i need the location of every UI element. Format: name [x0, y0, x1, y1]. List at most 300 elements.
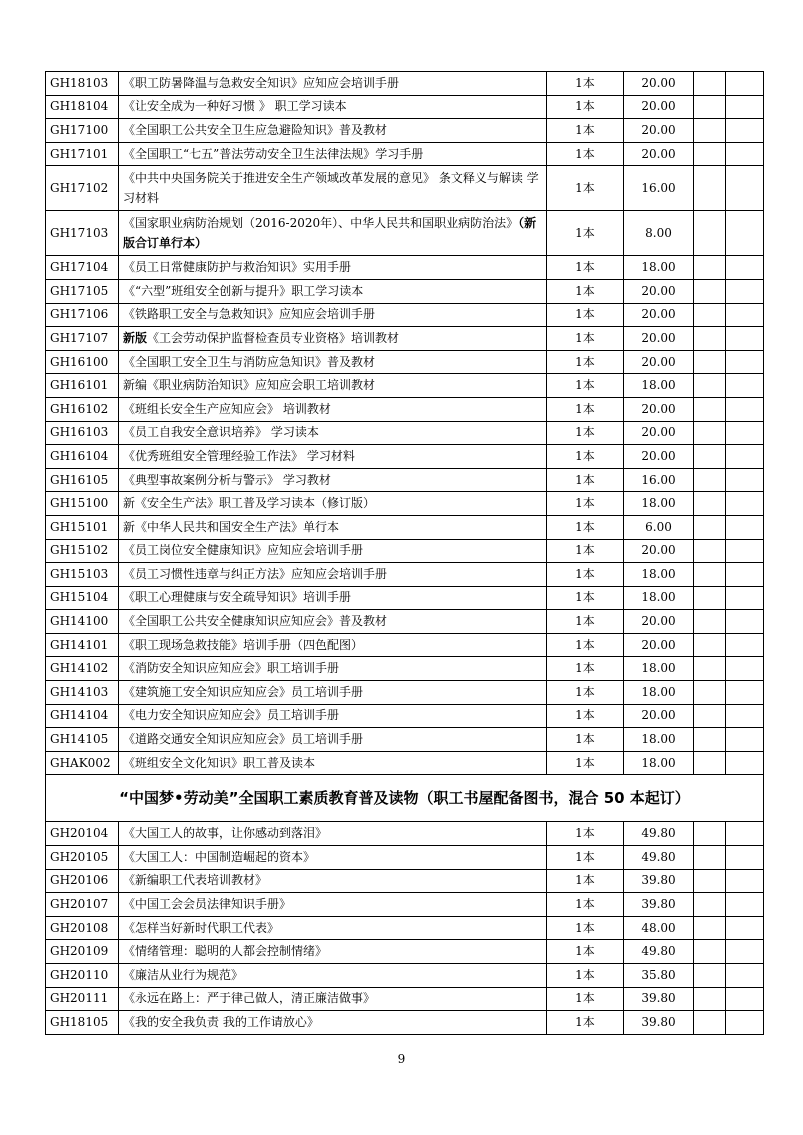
book-quantity: 1本 [547, 397, 624, 421]
book-price: 20.00 [624, 327, 694, 351]
book-code: GH15104 [46, 586, 119, 610]
book-price: 18.00 [624, 751, 694, 775]
note-cell [726, 916, 764, 940]
title-text: 《电力安全知识应知应会》员工培训手册 [123, 708, 340, 723]
note-cell [726, 940, 764, 964]
title-text: 《让安全成为一种好习惯 》 职工学习读本 [123, 99, 347, 114]
table-row [46, 916, 764, 940]
book-price: 20.00 [624, 303, 694, 327]
title-text: 《典型事故案例分析与警示》 学习教材 [123, 472, 331, 487]
order-cell [694, 633, 726, 657]
book-title [119, 445, 547, 469]
title-text: 《我的安全我负责 我的工作请放心》 [123, 1014, 319, 1029]
book-quantity: 1本 [547, 893, 624, 917]
book-quantity: 1本 [547, 822, 624, 846]
book-price: 8.00 [624, 211, 694, 256]
order-cell [694, 142, 726, 166]
title-text: 《新编职工代表培训教材》 [123, 873, 268, 888]
table-row [46, 822, 764, 846]
book-title [119, 893, 547, 917]
order-cell [694, 279, 726, 303]
book-quantity: 1本 [547, 846, 624, 870]
book-price: 48.00 [624, 916, 694, 940]
book-price: 20.00 [624, 119, 694, 143]
table-row [46, 492, 764, 516]
book-title [119, 563, 547, 587]
book-title [119, 987, 547, 1011]
title-text: 《大国工人的故事，让你感动到落泪》 [123, 826, 328, 841]
table-row [46, 211, 764, 256]
note-cell [726, 822, 764, 846]
book-quantity: 1本 [547, 445, 624, 469]
note-cell [726, 987, 764, 1011]
book-price: 20.00 [624, 704, 694, 728]
title-text: 《全国职工“七五”普法劳动安全卫生法律法规》学习手册 [123, 146, 424, 161]
title-text: 《员工日常健康防护与救治知识》实用手册 [123, 260, 352, 275]
note-cell [726, 704, 764, 728]
order-cell [694, 657, 726, 681]
book-title [119, 142, 547, 166]
title-text: 《怎样当好新时代职工代表》 [123, 920, 280, 935]
order-cell [694, 397, 726, 421]
book-price: 49.80 [624, 940, 694, 964]
note-cell [726, 119, 764, 143]
table-row [46, 303, 764, 327]
title-text: 《员工自我安全意识培养》 学习读本 [123, 425, 319, 440]
book-title [119, 421, 547, 445]
table-row [46, 893, 764, 917]
title-text: 《建筑施工安全知识应知应会》员工培训手册 [123, 684, 364, 699]
book-code: GH17100 [46, 119, 119, 143]
order-cell [694, 586, 726, 610]
book-price: 49.80 [624, 822, 694, 846]
order-cell [694, 728, 726, 752]
book-code: GH17107 [46, 327, 119, 351]
book-quantity: 1本 [547, 940, 624, 964]
book-quantity: 1本 [547, 563, 624, 587]
book-code: GH16101 [46, 374, 119, 398]
order-cell [694, 166, 726, 211]
table-row [46, 445, 764, 469]
book-price: 20.00 [624, 95, 694, 119]
table-row [46, 563, 764, 587]
table-row [46, 72, 764, 96]
table-row [46, 374, 764, 398]
book-quantity: 1本 [547, 72, 624, 96]
book-quantity: 1本 [547, 916, 624, 940]
book-code: GH20104 [46, 822, 119, 846]
note-cell [726, 166, 764, 211]
order-cell [694, 1011, 726, 1035]
section-heading-row [46, 775, 764, 822]
book-title [119, 681, 547, 705]
order-cell [694, 563, 726, 587]
book-price: 20.00 [624, 279, 694, 303]
book-code: GH20109 [46, 940, 119, 964]
note-cell [726, 964, 764, 988]
section-heading: “中国梦•劳动美”全国职工素质教育普及读物（职工书屋配备图书，混合 50 本起订） [46, 775, 764, 822]
catalog-rows-quality-education [46, 822, 764, 1034]
book-price: 18.00 [624, 681, 694, 705]
book-price: 35.80 [624, 964, 694, 988]
table-row [46, 539, 764, 563]
title-prefix: 新版 [123, 330, 148, 345]
book-title [119, 869, 547, 893]
book-quantity: 1本 [547, 610, 624, 634]
book-price: 18.00 [624, 657, 694, 681]
book-title [119, 374, 547, 398]
book-quantity: 1本 [547, 119, 624, 143]
book-title [119, 657, 547, 681]
book-code: GH18105 [46, 1011, 119, 1035]
note-cell [726, 350, 764, 374]
table-row [46, 987, 764, 1011]
book-price: 39.80 [624, 1011, 694, 1035]
order-cell [694, 211, 726, 256]
book-price: 20.00 [624, 421, 694, 445]
title-text: 《全国职工公共安全健康知识应知应会》普及教材 [123, 614, 388, 629]
note-cell [726, 492, 764, 516]
book-code: GH20111 [46, 987, 119, 1011]
table-row [46, 279, 764, 303]
book-quantity: 1本 [547, 95, 624, 119]
book-price: 18.00 [624, 563, 694, 587]
book-quantity: 1本 [547, 374, 624, 398]
table-row [46, 846, 764, 870]
book-price: 18.00 [624, 374, 694, 398]
book-quantity: 1本 [547, 964, 624, 988]
note-cell [726, 303, 764, 327]
order-cell [694, 751, 726, 775]
table-row [46, 657, 764, 681]
table-row [46, 119, 764, 143]
table-row [46, 940, 764, 964]
book-code: GH18104 [46, 95, 119, 119]
book-quantity: 1本 [547, 166, 624, 211]
title-suffix: （新版合订单行本） [123, 216, 537, 251]
book-title [119, 119, 547, 143]
book-code: GH15100 [46, 492, 119, 516]
page-number: 9 [397, 1052, 406, 1066]
book-price: 20.00 [624, 539, 694, 563]
title-text: 《道路交通安全知识应知应会》员工培训手册 [123, 732, 364, 747]
book-quantity: 1本 [547, 142, 624, 166]
table-row [46, 704, 764, 728]
table-row [46, 327, 764, 351]
book-quantity: 1本 [547, 728, 624, 752]
book-price: 16.00 [624, 166, 694, 211]
book-quantity: 1本 [547, 303, 624, 327]
book-code: GH15102 [46, 539, 119, 563]
order-cell [694, 846, 726, 870]
title-text: 《情绪管理：聪明的人都会控制情绪》 [123, 944, 328, 959]
book-price: 20.00 [624, 445, 694, 469]
note-cell [726, 397, 764, 421]
title-text: 《员工习惯性违章与纠正方法》应知应会培训手册 [123, 566, 388, 581]
table-row [46, 681, 764, 705]
note-cell [726, 869, 764, 893]
book-code: GH20106 [46, 869, 119, 893]
note-cell [726, 515, 764, 539]
book-price: 20.00 [624, 350, 694, 374]
table-row [46, 397, 764, 421]
book-price: 20.00 [624, 610, 694, 634]
note-cell [726, 728, 764, 752]
title-text: 《“六型”班组安全创新与提升》职工学习读本 [123, 283, 364, 298]
order-cell [694, 940, 726, 964]
book-code: GH16102 [46, 397, 119, 421]
table-row [46, 964, 764, 988]
book-code: GHAK002 [46, 751, 119, 775]
book-quantity: 1本 [547, 751, 624, 775]
title-text: 《员工岗位安全健康知识》应知应会培训手册 [123, 543, 364, 558]
note-cell [726, 751, 764, 775]
book-code: GH17104 [46, 256, 119, 280]
book-title [119, 728, 547, 752]
book-title [119, 72, 547, 96]
book-title [119, 95, 547, 119]
section-heading-group [46, 775, 764, 822]
title-text: 新《中华人民共和国安全生产法》单行本 [123, 519, 340, 534]
book-code: GH17106 [46, 303, 119, 327]
book-title [119, 166, 547, 211]
order-cell [694, 72, 726, 96]
order-cell [694, 822, 726, 846]
order-cell [694, 468, 726, 492]
note-cell [726, 374, 764, 398]
table-row [46, 515, 764, 539]
note-cell [726, 72, 764, 96]
order-cell [694, 303, 726, 327]
book-price: 18.00 [624, 728, 694, 752]
book-price: 20.00 [624, 397, 694, 421]
note-cell [726, 846, 764, 870]
book-code: GH17103 [46, 211, 119, 256]
title-text: 《班组安全文化知识》职工普及读本 [123, 755, 316, 770]
order-cell [694, 421, 726, 445]
book-title [119, 256, 547, 280]
book-price: 20.00 [624, 142, 694, 166]
book-quantity: 1本 [547, 515, 624, 539]
title-text: 《国家职业病防治规划（2016-2020年）、中华人民共和国职业病防治法》 [123, 216, 519, 231]
book-price: 18.00 [624, 492, 694, 516]
order-cell [694, 681, 726, 705]
note-cell [726, 95, 764, 119]
book-title [119, 916, 547, 940]
note-cell [726, 421, 764, 445]
order-cell [694, 374, 726, 398]
order-cell [694, 515, 726, 539]
book-title [119, 397, 547, 421]
book-title [119, 751, 547, 775]
book-code: GH20108 [46, 916, 119, 940]
table-row [46, 95, 764, 119]
book-code: GH16105 [46, 468, 119, 492]
book-quantity: 1本 [547, 350, 624, 374]
table-row [46, 751, 764, 775]
note-cell [726, 1011, 764, 1035]
table-row [46, 728, 764, 752]
book-title [119, 610, 547, 634]
book-price: 39.80 [624, 987, 694, 1011]
book-code: GH16104 [46, 445, 119, 469]
order-cell [694, 327, 726, 351]
order-cell [694, 869, 726, 893]
title-text: 《全国职工安全卫生与消防应急知识》普及教材 [123, 354, 376, 369]
table-row [46, 166, 764, 211]
book-price: 18.00 [624, 586, 694, 610]
book-title [119, 515, 547, 539]
note-cell [726, 142, 764, 166]
book-catalog-table [45, 71, 764, 1035]
note-cell [726, 445, 764, 469]
book-code: GH15103 [46, 563, 119, 587]
title-text: 《中共中央国务院关于推进安全生产领域改革发展的意见》 条文释义与解读 学习材料 [123, 171, 539, 206]
order-cell [694, 610, 726, 634]
book-quantity: 1本 [547, 633, 624, 657]
book-title [119, 279, 547, 303]
order-cell [694, 492, 726, 516]
book-code: GH16100 [46, 350, 119, 374]
book-code: GH14103 [46, 681, 119, 705]
book-code: GH20107 [46, 893, 119, 917]
book-quantity: 1本 [547, 681, 624, 705]
table-row [46, 468, 764, 492]
book-code: GH20110 [46, 964, 119, 988]
note-cell [726, 893, 764, 917]
title-text: 《班组长安全生产应知应会》 培训教材 [123, 401, 331, 416]
book-price: 20.00 [624, 72, 694, 96]
note-cell [726, 279, 764, 303]
catalog-rows-safety [46, 72, 764, 775]
book-quantity: 1本 [547, 279, 624, 303]
book-title [119, 492, 547, 516]
order-cell [694, 119, 726, 143]
order-cell [694, 256, 726, 280]
order-cell [694, 704, 726, 728]
book-price: 6.00 [624, 515, 694, 539]
book-quantity: 1本 [547, 539, 624, 563]
book-code: GH16103 [46, 421, 119, 445]
title-text: 《消防安全知识应知应会》职工培训手册 [123, 661, 340, 676]
title-text: 《全国职工公共安全卫生应急避险知识》普及教材 [123, 122, 388, 137]
note-cell [726, 468, 764, 492]
book-title [119, 350, 547, 374]
book-code: GH17102 [46, 166, 119, 211]
book-price: 18.00 [624, 256, 694, 280]
book-quantity: 1本 [547, 256, 624, 280]
book-title [119, 822, 547, 846]
book-code: GH14105 [46, 728, 119, 752]
table-row [46, 421, 764, 445]
note-cell [726, 633, 764, 657]
book-code: GH14101 [46, 633, 119, 657]
book-title [119, 211, 547, 256]
table-row [46, 1011, 764, 1035]
title-text: 新编《职业病防治知识》应知应会职工培训教材 [123, 378, 376, 393]
book-code: GH17101 [46, 142, 119, 166]
order-cell [694, 916, 726, 940]
book-title [119, 586, 547, 610]
book-code: GH14102 [46, 657, 119, 681]
book-quantity: 1本 [547, 987, 624, 1011]
table-row [46, 869, 764, 893]
book-quantity: 1本 [547, 211, 624, 256]
order-cell [694, 964, 726, 988]
book-title [119, 846, 547, 870]
book-quantity: 1本 [547, 657, 624, 681]
book-code: GH18103 [46, 72, 119, 96]
order-cell [694, 539, 726, 563]
book-price: 49.80 [624, 846, 694, 870]
book-code: GH14100 [46, 610, 119, 634]
book-price: 16.00 [624, 468, 694, 492]
table-row [46, 610, 764, 634]
book-title [119, 303, 547, 327]
title-text: 《职工防暑降温与急救安全知识》应知应会培训手册 [123, 75, 400, 90]
title-text: 《中国工会会员法律知识手册》 [123, 897, 292, 912]
book-title [119, 1011, 547, 1035]
note-cell [726, 539, 764, 563]
order-cell [694, 350, 726, 374]
book-title [119, 633, 547, 657]
book-title [119, 964, 547, 988]
table-row [46, 256, 764, 280]
note-cell [726, 610, 764, 634]
book-title [119, 940, 547, 964]
book-title [119, 327, 547, 351]
book-code: GH15101 [46, 515, 119, 539]
title-text: 《优秀班组安全管理经验工作法》 学习材料 [123, 448, 355, 463]
title-text: 《职工心理健康与安全疏导知识》培训手册 [123, 590, 352, 605]
book-quantity: 1本 [547, 704, 624, 728]
order-cell [694, 987, 726, 1011]
title-text: 《永远在路上：严于律己做人，清正廉洁做事》 [123, 991, 376, 1006]
book-code: GH17105 [46, 279, 119, 303]
table-row [46, 142, 764, 166]
order-cell [694, 95, 726, 119]
note-cell [726, 681, 764, 705]
book-code: GH20105 [46, 846, 119, 870]
note-cell [726, 327, 764, 351]
book-code: GH14104 [46, 704, 119, 728]
table-row [46, 350, 764, 374]
book-title [119, 704, 547, 728]
book-quantity: 1本 [547, 492, 624, 516]
book-title [119, 468, 547, 492]
book-quantity: 1本 [547, 468, 624, 492]
title-text: 《廉洁从业行为规范》 [123, 967, 244, 982]
book-quantity: 1本 [547, 327, 624, 351]
book-quantity: 1本 [547, 869, 624, 893]
title-text: 《铁路职工安全与急救知识》应知应会培训手册 [123, 307, 376, 322]
book-price: 20.00 [624, 633, 694, 657]
order-cell [694, 893, 726, 917]
book-quantity: 1本 [547, 421, 624, 445]
book-quantity: 1本 [547, 1011, 624, 1035]
book-title [119, 539, 547, 563]
title-text: 《职工现场急救技能》培训手册（四色配图） [123, 637, 364, 652]
table-row [46, 633, 764, 657]
note-cell [726, 563, 764, 587]
order-cell [694, 445, 726, 469]
note-cell [726, 256, 764, 280]
table-row [46, 586, 764, 610]
title-text: 《大国工人：中国制造崛起的资本》 [123, 849, 316, 864]
book-price: 39.80 [624, 893, 694, 917]
book-quantity: 1本 [547, 586, 624, 610]
title-text: 《工会劳动保护监督检查员专业资格》培训教材 [147, 330, 400, 345]
